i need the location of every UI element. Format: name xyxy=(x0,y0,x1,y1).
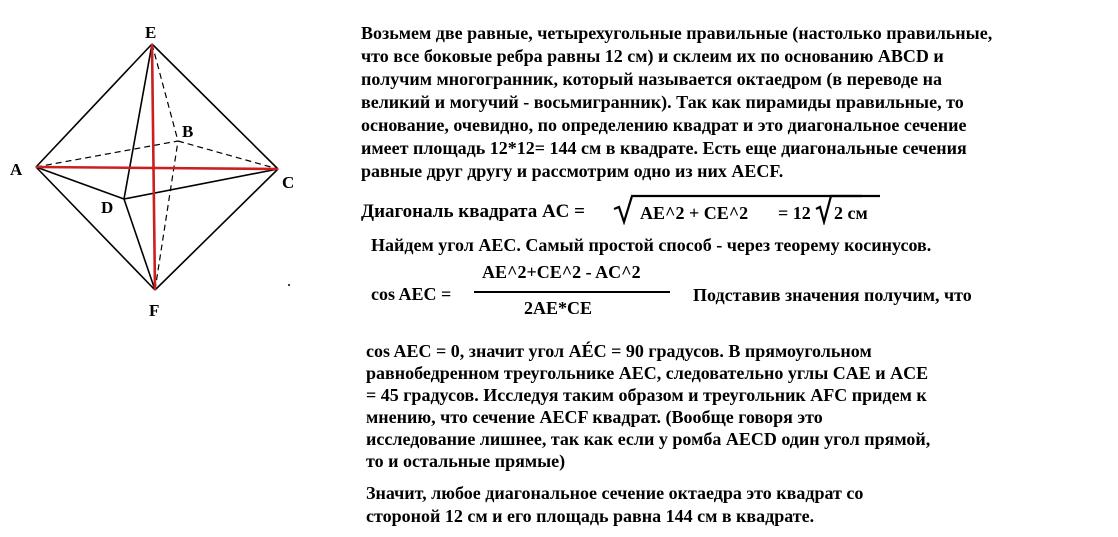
text-line: равные друг другу и рассмотрим одно из них AECF. xyxy=(361,161,784,181)
cos-label: cos AEC = xyxy=(371,284,452,304)
vertex-label-A: A xyxy=(10,160,23,179)
diagonal-radicand-2: 2 см xyxy=(834,203,868,223)
fraction-denominator: 2AE*CE xyxy=(524,298,593,318)
text-line: исследование лишнее, так как если у ромба AECD один угол прямой, xyxy=(366,429,931,449)
text-line: cos AEC = 0, значит угол AÉC = 90 градусов. В прямоугольном xyxy=(366,341,872,361)
edge-DC xyxy=(124,169,278,199)
text-line: = 45 градусов. Исследуя таким образом и треугольник AFC придем к xyxy=(366,385,927,405)
edge-EC xyxy=(152,44,278,169)
edge-AD xyxy=(36,167,124,199)
fraction-bar xyxy=(474,291,670,293)
text-line: мнению, что сечение AECF квадрат. (Вообще говоря это xyxy=(366,407,823,427)
fraction-numerator: AE^2+CE^2 - AC^2 xyxy=(482,262,641,282)
diagonal-result: = 12 xyxy=(778,203,811,223)
octahedron-diagram xyxy=(0,0,340,330)
edge-FA xyxy=(36,167,155,290)
text-line: равнобедренном треугольнике AEC, следовательно углы CAE и ACE xyxy=(366,363,929,383)
text-line: стороной 12 см и его площадь равна 144 см в квадрате. xyxy=(366,506,815,526)
vertex-label-E: E xyxy=(145,23,157,42)
text-line: получим многогранник, который называется октаедром (в переводе на xyxy=(361,69,942,89)
substitute-text: Подставив значения получим, что xyxy=(693,285,972,305)
edge-FD xyxy=(124,199,155,290)
text-line: основание, очевидно, по определению квадрат и это диагональное сечение xyxy=(361,115,967,135)
edge-FC xyxy=(155,169,278,290)
diagonal-formula-prefix: Диагональ квадрата AC = xyxy=(361,201,585,222)
vertex-label-C: C xyxy=(282,173,295,192)
text-line: Значит, любое диагональное сечение октаедра это квадрат со xyxy=(366,483,864,503)
text-line: то и остальные прямые) xyxy=(366,451,566,471)
text-line: что все боковые ребра равны 12 см) и склеим их по основанию ABCD и xyxy=(361,46,944,66)
diagonal-radicand: AE^2 + CE^2 xyxy=(640,203,749,223)
edge-ED xyxy=(124,44,152,199)
edge-FB xyxy=(155,141,178,290)
text-line: великий и могучий - восьмигранник). Так как пирамиды правильные, то xyxy=(361,92,964,112)
vertex-label-B: B xyxy=(182,122,194,141)
edge-EB xyxy=(152,44,178,141)
text-line: имеет площадь 12*12= 144 см в квадрате. Есть еще диагональные сечения xyxy=(361,138,967,158)
vertex-label-D: D xyxy=(101,198,114,217)
diagonals xyxy=(36,44,278,290)
text-line: Возьмем две равные, четырехугольные правильные (настолько правильные, xyxy=(361,23,993,43)
vertex-label-F: F xyxy=(149,301,160,320)
diagonal-AC xyxy=(36,167,278,169)
angle-intro-line: Найдем угол AEC. Самый простой способ - через теорему косинусов. xyxy=(371,235,932,255)
stray-dot xyxy=(288,284,290,286)
